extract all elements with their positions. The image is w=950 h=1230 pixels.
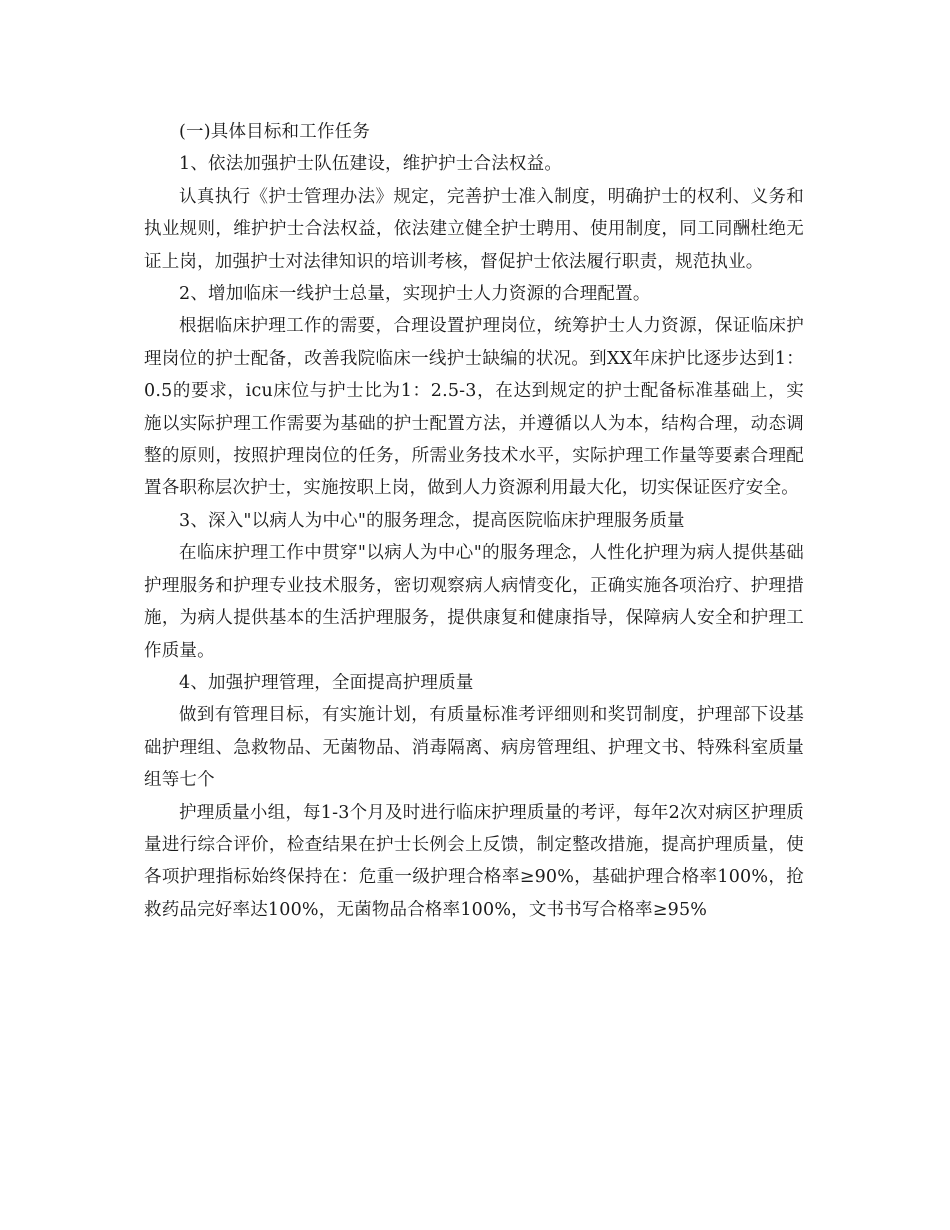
body-paragraph-2: 根据临床护理工作的需要，合理设置护理岗位，统筹护士人力资源，保证临床护理岗位的护士配备，改善我院临床一线护士缺编的状况。到XX年床护比逐步达到1：0.5的要求，icu床位与护士比为1：2.5-3，在达到规定的护士配备标准基础上，实施以实际护理工作需要为基础的护士配置方法，并遵循以人为本，结构合理，动态调整的原则，按照护理岗位的任务，所需业务技术水平，实际护理工作量等要素合理配置各职称层次护士，实施按职上岗，做到人力资源利用最大化，切实保证医疗安全。 [144,316,804,499]
document-body [144,116,804,926]
body-paragraph-5: 护理质量小组，每1-3个月及时进行临床护理质量的考评，每年2次对病区护理质量进行综合评价，检查结果在护士长例会上反馈，制定整改措施，提高护理质量，使各项护理指标始终保持在：危重一级护理合格率≥90%，基础护理合格率100%，抢救药品完好率达100%，无菌物品合格率100%，文书书写合格率≥95% [144,802,804,920]
item-heading-3: 3、深入"以病人为中心"的服务理念，提高医院临床护理服务质量 [179,510,685,531]
section-heading: (一)具体目标和工作任务 [179,122,371,142]
body-paragraph-3: 在临床护理工作中贯穿"以病人为中心"的服务理念，人性化护理为病人提供基础护理服务和护理专业技术服务，密切观察病人病情变化，正确实施各项治疗、护理措施，为病人提供基本的生活护理服务，提供康复和健康指导，保障病人安全和护理工作质量。 [144,543,804,661]
body-paragraph-4: 做到有管理目标，有实施计划，有质量标准考评细则和奖罚制度，护理部下设基础护理组、急救物品、无菌物品、消毒隔离、病房管理组、护理文书、特殊科室质量组等七个 [144,705,804,791]
item-heading-4: 4、加强护理管理，全面提高护理质量 [179,672,474,693]
item-heading-1: 1、依法加强护士队伍建设，维护护士合法权益。 [179,154,563,175]
item-heading-2: 2、增加临床一线护士总量，实现护士人力资源的合理配置。 [179,284,651,305]
body-paragraph-1: 认真执行《护士管理办法》规定，完善护士准入制度，明确护士的权利、义务和执业规则，维护护士合法权益，依法建立健全护士聘用、使用制度，同工同酬杜绝无证上岗，加强护士对法律知识的培训考核，督促护士依法履行职责，规范执业。 [144,186,804,272]
